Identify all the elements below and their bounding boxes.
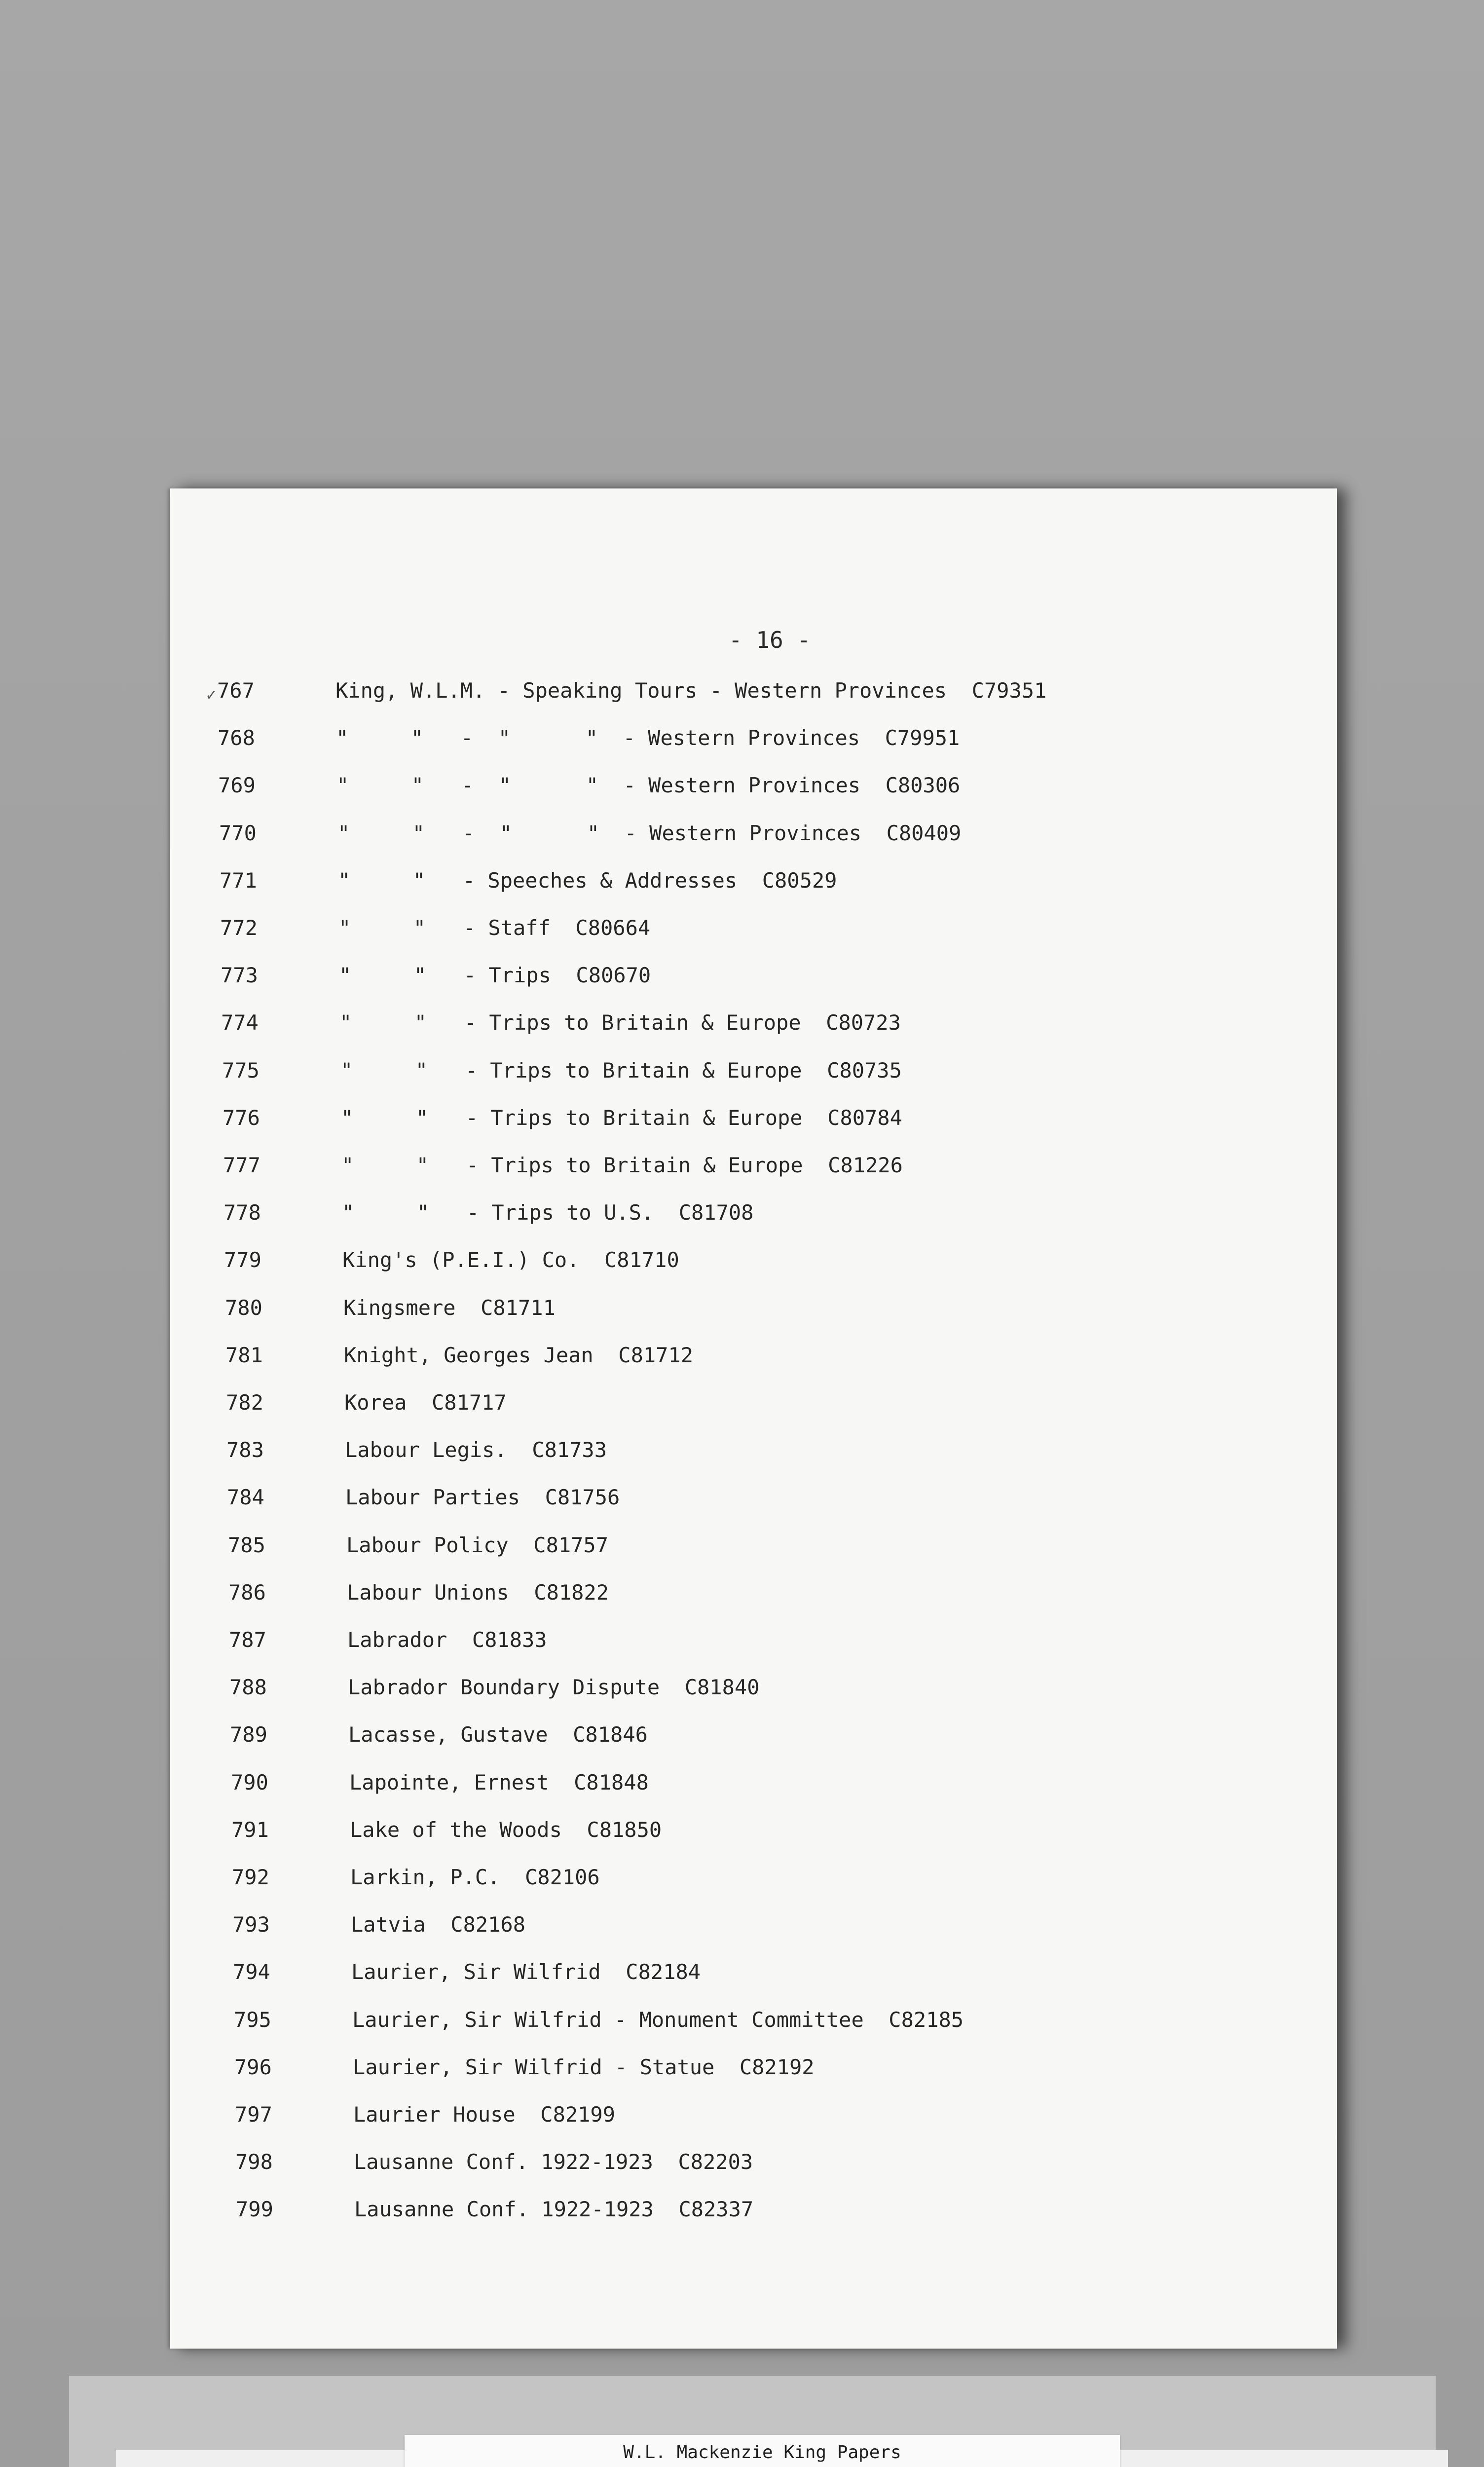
entry-text: Latvia C82168 [351,1912,526,1937]
entry-number: 792 [232,1865,269,1889]
entry-text: Korea C81717 [344,1390,507,1415]
entry-text: Lausanne Conf. 1922-1923 C82203 [354,2150,753,2174]
entry-number: 767 [217,678,255,703]
check-mark-icon: ✓ [206,685,217,705]
entry-number: 780 [225,1295,262,1320]
entry-number: 776 [223,1105,260,1130]
entry-text: " " - Trips to Britain & Europe C81226 [341,1153,903,1177]
entry-number: 777 [223,1153,260,1177]
entry-number: 796 [234,2055,272,2079]
entry-text: " " - Trips to Britain & Europe C80784 [341,1105,902,1130]
entry-text: " " - " " - Western Provinces C79951 [336,726,960,750]
entry-text: Lake of the Woods C81850 [350,1817,662,1842]
entry-number: 783 [226,1438,264,1462]
entry-text: " " - " " - Western Provinces C80306 [336,773,961,798]
entry-text: Knight, Georges Jean C81712 [344,1343,694,1367]
entry-number: 799 [236,2197,273,2222]
entry-number: 771 [220,868,257,893]
entry-number: 784 [227,1485,264,1510]
entry-text: " " - Trips to U.S. C81708 [342,1200,754,1225]
entry-number: 770 [219,821,257,845]
collection-name: W.L. Mackenzie King Papers [623,2442,901,2463]
entry-number: 778 [223,1200,261,1225]
entry-number: 798 [235,2150,273,2174]
page-number: - 16 - [728,627,811,653]
entry-number: 779 [224,1248,261,1272]
entry-text: King's (P.E.I.) Co. C81710 [342,1248,679,1272]
entry-text: " " - Staff C80664 [338,916,651,940]
entry-number: 793 [232,1912,270,1937]
entry-number: 794 [233,1960,270,1984]
entry-text: " " - Trips C80670 [339,963,651,988]
entry-text: Labour Unions C81822 [347,1580,609,1605]
entry-text: Kingsmere C81711 [343,1295,556,1320]
entry-text: Laurier, Sir Wilfrid - Statue C82192 [353,2055,815,2079]
entry-text: " " - " " - Western Provinces C80409 [337,821,962,845]
entry-number: 791 [231,1817,269,1842]
entry-number: 797 [235,2102,272,2127]
entry-text: Larkin, P.C. C82106 [350,1865,600,1889]
entry-text: Laurier House C82199 [353,2102,616,2127]
entry-text: King, W.L.M. - Speaking Tours - Western Provinces C79351 [335,678,1047,703]
entry-number: 775 [222,1058,260,1083]
entry-number: 773 [221,963,258,988]
entry-text: Lapointe, Ernest C81848 [349,1770,649,1794]
entry-number: 795 [234,2007,271,2032]
entry-number: 781 [225,1343,263,1367]
entry-text: Lacasse, Gustave C81846 [348,1722,648,1747]
entry-text: Laurier, Sir Wilfrid C82184 [351,1960,701,1984]
entry-text: Labour Parties C81756 [345,1485,620,1510]
entry-number: 769 [218,773,256,798]
entry-text: Labour Legis. C81733 [345,1438,607,1462]
entry-text: " " - Trips to Britain & Europe C80735 [340,1058,902,1083]
entry-text: Labrador C81833 [347,1628,547,1652]
entry-number: 787 [229,1628,266,1652]
entry-number: 785 [228,1533,265,1557]
entry-number: 788 [229,1675,267,1700]
entry-number: 774 [221,1010,259,1035]
entry-text: " " - Trips to Britain & Europe C80723 [339,1010,901,1035]
entry-number: 768 [218,726,255,750]
entry-text: Laurier, Sir Wilfrid - Monument Committee C82185 [352,2007,964,2032]
entry-number: 789 [230,1722,267,1747]
entry-text: Labour Policy C81757 [346,1533,609,1557]
entry-text: Labrador Boundary Dispute C81840 [348,1675,760,1700]
entry-number: 786 [228,1580,266,1605]
entry-number: 772 [220,916,258,940]
entry-text: " " - Speeches & Addresses C80529 [338,868,837,893]
entry-text: Lausanne Conf. 1922-1923 C82337 [354,2197,754,2222]
entry-number: 782 [226,1390,263,1415]
entry-number: 790 [231,1770,268,1794]
